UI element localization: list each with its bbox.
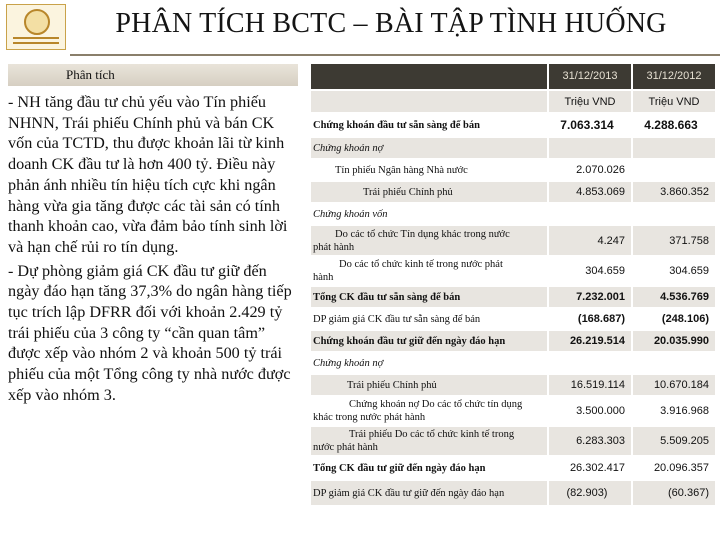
row-label: Do các tổ chức kinh tế trong nước phát hành (311, 257, 547, 285)
column-header-2013: 31/12/2013 (549, 64, 631, 89)
row-label: DP giảm giá CK đầu tư giữ đến ngày đáo hạn (311, 481, 547, 505)
row-label: Trái phiếu Chính phủ (311, 182, 547, 202)
row-value-2013: 2.070.026 (549, 160, 631, 180)
row-value-2013: 304.659 (549, 257, 631, 285)
row-value-2012: 4.536.769 (633, 287, 715, 307)
row-value-2013: 7.063.314 (549, 114, 631, 136)
row-label: Chứng khoán vốn (311, 204, 547, 224)
table-row (311, 457, 715, 479)
row-value-2012: 10.670.184 (633, 375, 715, 395)
seal-icon (24, 9, 50, 35)
row-value-2013: 26.219.514 (549, 331, 631, 351)
row-value-2013: 4.247 (549, 226, 631, 255)
row-value-2013: (168.687) (549, 309, 631, 329)
row-label: Chứng khoán nợ (311, 353, 547, 373)
table-row (311, 257, 715, 285)
row-value-2012: 4.288.663 (633, 114, 715, 136)
table-row (311, 114, 715, 136)
row-value-2013: 4.853.069 (549, 182, 631, 202)
table-row (311, 204, 715, 224)
row-value-2012: 5.509.205 (633, 427, 715, 455)
row-label: Chứng khoán đầu tư sẵn sàng để bán (311, 114, 547, 136)
row-value-2012: 304.659 (633, 257, 715, 285)
table-header-row (311, 64, 715, 89)
title-divider (70, 54, 720, 56)
row-value-2012: 20.096.357 (633, 457, 715, 479)
unit-2013: Triệu VND (549, 91, 631, 112)
row-value-2013: (82.903) (549, 481, 631, 505)
analysis-header (8, 64, 298, 86)
table-row (311, 353, 715, 373)
row-label: Do các tổ chức Tín dụng khác trong nước phát hành (311, 226, 547, 255)
column-header-2012: 31/12/2012 (633, 64, 715, 89)
unit-2012: Triệu VND (633, 91, 715, 112)
analysis-paragraph-1: - NH tăng đầu tư chủ yếu vào Tín phiếu NHNN, Trái phiếu Chính phủ và bán CK vốn của TCTD, thu được khoản lãi từ kinh doanh CK đầu tư là hơn 400 tỷ. Điều này phản ánh nhiều tín hiệu tích cực khi ngân hàng vừa gia tăng được các tài sản có tính thanh khoản cao, vừa đảm bảo tính sinh lời và hạn chế rủi ro tín dụng. (8, 93, 288, 256)
table-row (311, 160, 715, 180)
row-label: Trái phiếu Chính phủ (311, 375, 547, 395)
row-value-2013: 26.302.417 (549, 457, 631, 479)
row-label: DP giảm giá CK đầu tư sẵn sàng để bán (311, 309, 547, 329)
row-value-2012: 3.916.968 (633, 397, 715, 425)
table-row (311, 182, 715, 202)
row-value-2012: 20.035.990 (633, 331, 715, 351)
row-value-2013: 6.283.303 (549, 427, 631, 455)
table-row (311, 427, 715, 455)
row-value-2012: 371.758 (633, 226, 715, 255)
row-value-2013: 7.232.001 (549, 287, 631, 307)
row-label: Chứng khoán nợ (311, 138, 547, 158)
row-value-2012: (60.367) (633, 481, 715, 505)
row-label: Tổng CK đầu tư giữ đến ngày đáo hạn (311, 457, 547, 479)
row-label: Chứng khoán đầu tư giữ đến ngày đáo hạn (311, 331, 547, 351)
row-value-2012: 3.860.352 (633, 182, 715, 202)
row-value-2012: (248.106) (633, 309, 715, 329)
table-row (311, 481, 715, 505)
table-row (311, 91, 715, 112)
row-label: Trái phiếu Do các tổ chức kinh tế trong nước phát hành (311, 427, 547, 455)
table-row (311, 309, 715, 329)
table-row (311, 331, 715, 351)
analysis-text (8, 92, 300, 406)
analysis-header-label: Phân tích (66, 67, 115, 82)
table-row (311, 397, 715, 425)
bank-logo (6, 4, 66, 50)
table-row (311, 138, 715, 158)
table-row (311, 226, 715, 255)
row-value-2013: 3.500.000 (549, 397, 631, 425)
page-title: PHÂN TÍCH BCTC – BÀI TẬP TÌNH HUỐNG (115, 8, 667, 39)
row-label: Tổng CK đầu tư sẵn sàng để bán (311, 287, 547, 307)
analysis-paragraph-2: - Dự phòng giảm giá CK đầu tư giữ đến ngày đáo hạn tăng 37,3% do ngân hàng tiếp tục trích lập DFRR đối với khoản 2.429 tỷ trái phiếu của 3 công ty “cần quan tâm” được xếp vào nhóm 2 và khoản 500 tỷ trái phiếu của một Tổng công ty nhà nước được xếp vào nhóm 3. (8, 261, 292, 404)
row-value-2013: 16.519.114 (549, 375, 631, 395)
row-label: Chứng khoán nợ Do các tổ chức tín dụng khác trong nước phát hành (311, 397, 547, 425)
table-row (311, 287, 715, 307)
row-label: Tín phiếu Ngân hàng Nhà nước (311, 160, 547, 180)
table-row (311, 375, 715, 395)
